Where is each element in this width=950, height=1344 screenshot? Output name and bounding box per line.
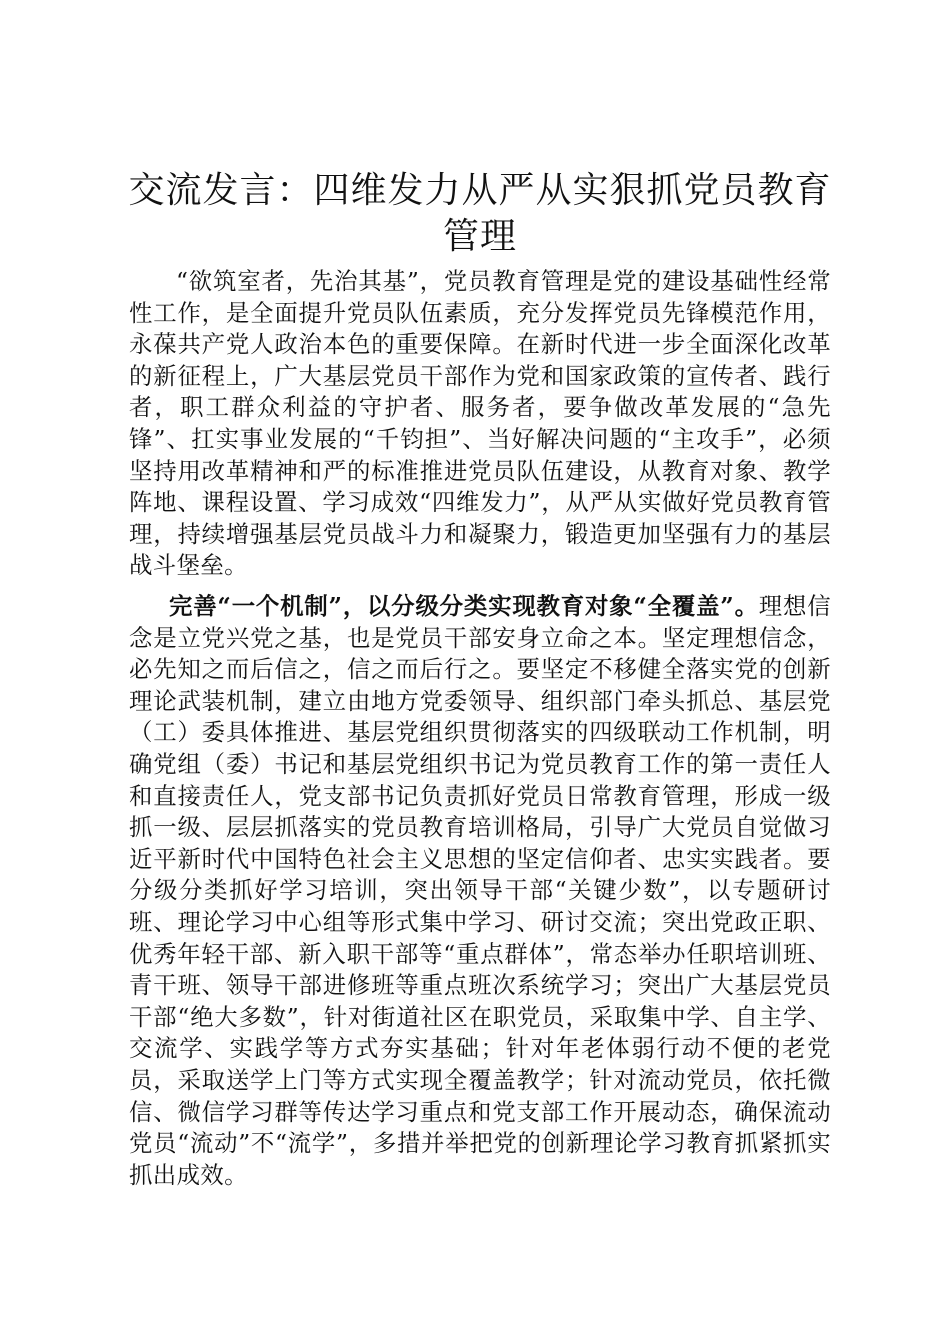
intro-paragraph [129,266,831,582]
document-title: 交流发言：四维发力从严从实狠抓党员教育管理 [128,170,832,257]
section-paragraph-text: 理想信念是立党兴党之基，也是党员干部安身立命之本。坚定理想信念，必先知之而后信之，信之而后行之。要坚定不移健全落实党的创新理论武装机制，建立由地方党委领导、组织部门牵头抓总、基层党（工）委具体推进、基层党组织贯彻落实的四级联动工作机制，明确党组（委）书记和基层党组织书记为党员教育工作的第一责任人和直接责任人，党支部书记负责抓好党员日常教育管理，形成一级抓一级、层层抓落实的党员教育培训格局，引导广大党员自觉做习近平新时代中国特色社会主义思想的坚定信仰者、忠实实践者。要分级分类抓好学习培训，突出领导干部“关键少数”，以专题研讨班、理论学习中心组等形式集中学习、研讨交流；突出党政正职、优秀年轻干部、新入职干部等“重点群体”，常态举办任职培训班、青干班、领导干部进修班等重点班次系统学习；突出广大基层党员干部“绝大多数”，针对街道社区在职党员，采取集中学、自主学、交流学、实践学等方式夯实基础；针对年老体弱行动不便的老党员，采取送学上门等方式实现全覆盖教学；针对流动党员，依托微信、微信学习群等传达学习重点和党支部工作开展动态，确保流动党员“流动”不“流学”，多措并举把党的创新理论学习教育抓紧抓实抓出成效。 [129,592,831,1189]
section-heading: 完善“一个机制”，以分级分类实现教育对象“全覆盖”。 [169,592,759,620]
intro-paragraph-text: “欲筑室者，先治其基”，党员教育管理是党的建设基础性经常性工作，是全面提升党员队伍素质，充分发挥党员先锋模范作用，永葆共产党人政治本色的重要保障。在新时代进一步全面深化改革的新征程上，广大基层党员干部作为党和国家政策的宣传者、践行者，职工群众利益的守护者、服务者，要争做改革发展的“急先锋”、扛实事业发展的“千钧担”、当好解决问题的“主攻手”，必须坚持用改革精神和严的标准推进党员队伍建设，从教育对象、教学阵地、课程设置、学习成效“四维发力”，从严从实做好党员教育管理，持续增强基层党员战斗力和凝聚力，锻造更加坚强有力的基层战斗堡垒。 [129,267,832,580]
section-paragraph [129,591,831,1191]
